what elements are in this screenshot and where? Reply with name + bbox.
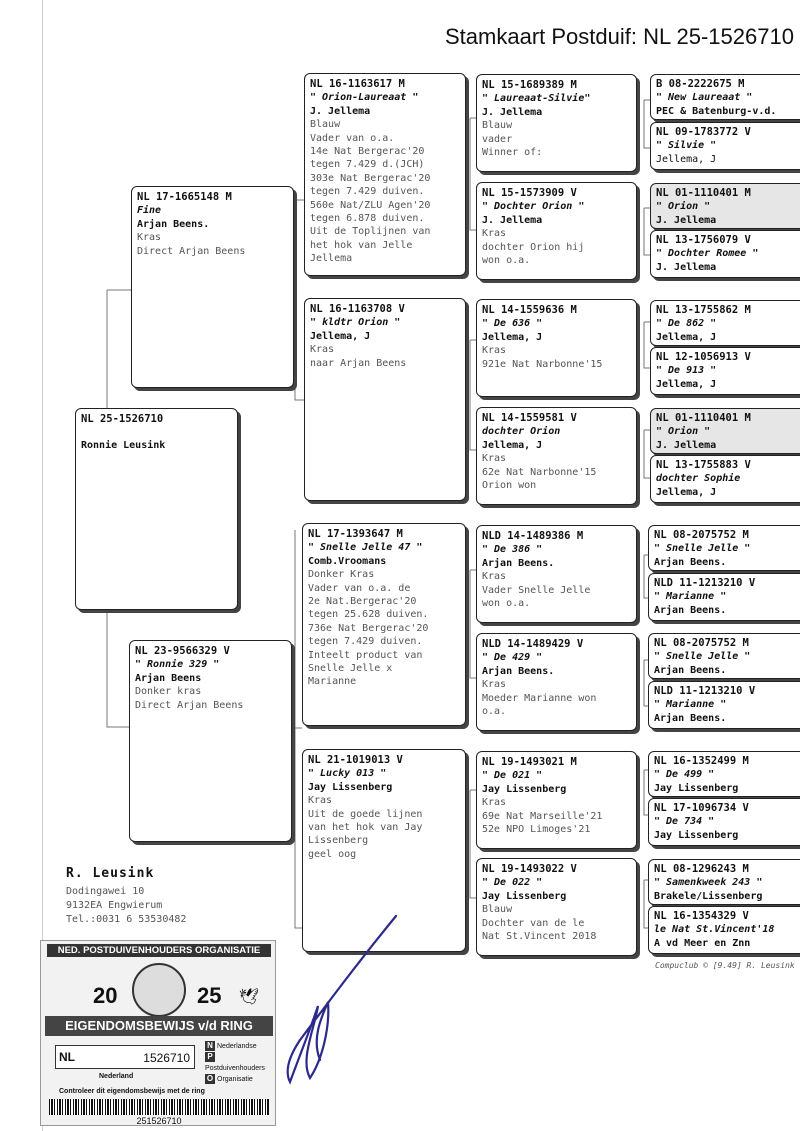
owner-name: Jay Lissenberg — [482, 890, 567, 902]
g4-card — [650, 347, 800, 395]
color: Kras — [482, 453, 507, 465]
pigeon-name: " Orion " — [656, 201, 711, 213]
owner-name: Arjan Beens. — [654, 712, 727, 724]
ring-number: NL 16-1354329 V — [654, 910, 749, 922]
owner-name: Brakele/Lissenberg — [654, 890, 763, 902]
grandsire-paternal-card — [304, 73, 466, 276]
ring-number: NL 13-1755862 M — [656, 304, 751, 316]
owner-name: J. Jellema — [656, 261, 717, 273]
ring-number: NL 17-1393647 M — [308, 528, 403, 540]
pigeon-name: " Orion " — [656, 426, 711, 438]
pigeon-name: Fine — [137, 205, 162, 217]
pigeon-name: " kldtr Orion " — [310, 317, 401, 329]
ring-number: NL 16-1352499 M — [654, 755, 749, 767]
g4-card — [650, 122, 800, 170]
note-line: Snelle Jelle x — [308, 663, 393, 675]
signature — [270, 910, 410, 1100]
g4-card — [648, 798, 800, 846]
note-line: won o.a. — [482, 255, 531, 267]
note-line: Lissenberg — [308, 835, 369, 847]
note-line: 303e Nat Bergerac'20 — [310, 172, 431, 184]
ggp-4-card — [476, 407, 637, 505]
npo-n: N Nederlandse — [205, 1041, 275, 1052]
lion-emblem-icon — [132, 963, 186, 1017]
owner-name: Jay Lissenberg — [654, 782, 739, 794]
pigeon-name: " Orion-Laureaat " — [310, 92, 419, 104]
control-text: Controleer dit eigendomsbewijs met de ring — [59, 1088, 205, 1095]
note-line: tegen 6.878 duiven. — [310, 213, 425, 225]
note-line: Vader Snelle Jelle — [482, 584, 591, 596]
g4-card — [648, 633, 800, 679]
pigeon-name: " Dochter Orion " — [482, 201, 585, 213]
owner-name: J. Jellema — [310, 105, 371, 117]
ring-number: NL 19-1493021 M — [482, 756, 577, 768]
ring-number: NL 01-1110401 M — [656, 187, 751, 199]
breeder-street: Dodingawei 10 — [66, 886, 145, 897]
ring-number: NL 17-1665148 M — [137, 191, 232, 203]
barcode-number: 251526710 — [136, 1116, 182, 1126]
note-line: Inteelt product van — [308, 649, 423, 661]
owner-name: Jellema, J — [656, 153, 717, 165]
npo-p: PPostduivenhouders — [205, 1052, 265, 1072]
g4-card — [648, 751, 800, 797]
ring-number: B 08-2222675 M — [656, 78, 745, 90]
granddam-paternal-card — [304, 298, 466, 501]
owner-name: Jay Lissenberg — [654, 829, 739, 841]
pigeon-name: " Snelle Jelle " — [654, 543, 751, 555]
note-line: 62e Nat Narbonne'15 — [482, 466, 597, 478]
color: Kras — [308, 795, 333, 807]
ring-number: NL 09-1783772 V — [656, 126, 751, 138]
ring-number: NL 16-1163617 M — [310, 78, 405, 90]
note-line: Direct Arjan Beens — [137, 245, 246, 257]
subject-card — [75, 408, 238, 610]
pigeon-name: " Ronnie 329 " — [135, 659, 220, 671]
pigeon-name: " Snelle Jelle 47 " — [308, 542, 423, 554]
g4-card — [650, 455, 800, 503]
pigeon-name: " Laureaat-Silvie" — [482, 93, 591, 105]
owner-name: Arjan Beens. — [654, 604, 727, 616]
note-line: Orion won — [482, 480, 537, 492]
ring-number: NL 14-1559581 V — [482, 412, 577, 424]
pigeon-name: " De 862 " — [656, 318, 717, 330]
ring-number: NL 23-9566329 V — [135, 645, 230, 657]
note-line: 921e Nat Narbonne'15 — [482, 358, 603, 370]
npo-n-text: Nederlandse — [217, 1043, 257, 1050]
note-line: Jellema — [310, 253, 353, 265]
pigeon-name: dochter Orion — [482, 426, 561, 438]
g4-card — [650, 230, 800, 278]
pigeon-name: " De 734 " — [654, 816, 715, 828]
ring-number: NL 15-1689389 M — [482, 79, 577, 91]
g4-card — [648, 681, 800, 729]
note-line: Moeder Marianne won — [482, 692, 597, 704]
ring-number: NLD 14-1489429 V — [482, 638, 584, 650]
breeder-address — [66, 867, 186, 927]
ring-number: NLD 11-1213210 V — [654, 685, 756, 697]
note-line: o.a. — [482, 706, 507, 718]
color: Kras — [482, 228, 507, 240]
owner-name: J. Jellema — [656, 214, 717, 226]
owner-name: Jellema, J — [482, 439, 543, 451]
note-line: dochter Orion hij — [482, 241, 585, 253]
breeder-phone: Tel.:0031 6 53530482 — [66, 914, 187, 925]
g4-card — [650, 74, 800, 120]
ring-number: NL 25-1526710 — [81, 413, 164, 425]
sire-card — [131, 186, 294, 388]
note-line: tegen 7.429 duiven. — [310, 186, 425, 198]
ring-number: NL 01-1110401 M — [656, 412, 751, 424]
owner-name: Arjan Beens. — [137, 218, 210, 230]
owner-name: Arjan Beens — [135, 672, 202, 684]
pigeon-name: " Dochter Romee " — [656, 248, 759, 260]
owner-name: Arjan Beens. — [482, 557, 555, 569]
ring-number: NL 21-1019013 V — [308, 754, 403, 766]
ggp-6-card — [476, 633, 637, 731]
note-line: tegen 7.429 duiven. — [308, 636, 423, 648]
ring-number: NL 13-1755883 V — [656, 459, 751, 471]
ring-number: NL 08-2075752 M — [654, 637, 749, 649]
organisation-banner: NED. POSTDUIVENHOUDERS ORGANISATIE — [47, 944, 271, 957]
grandsire-maternal-card — [302, 523, 466, 726]
note-line: het hok van Jelle — [310, 239, 413, 251]
color: Kras — [482, 571, 507, 583]
pigeon-name: le Nat St.Vincent'18 — [654, 924, 775, 936]
note-line: 69e Nat Marseille'21 — [482, 810, 603, 822]
ring-number: NL 14-1559636 M — [482, 304, 577, 316]
barcode — [49, 1099, 269, 1115]
owner-name: Jellema, J — [656, 486, 717, 498]
color: Kras — [310, 344, 335, 356]
note-line: Uit de Toplijnen van — [310, 226, 431, 238]
note-line: won o.a. — [482, 598, 531, 610]
ggp-5-card — [476, 525, 637, 623]
pigeon-name: " De 022 " — [482, 877, 543, 889]
ring-number: 1526710 — [143, 1051, 190, 1065]
year-right: 25 — [197, 983, 222, 1008]
g4-card — [650, 300, 800, 346]
color: Blauw — [310, 119, 341, 131]
note-line: tegen 7.429 d.(JCH) — [310, 159, 425, 171]
note-line: Vader van o.a. de — [308, 582, 411, 594]
note-line: Marianne — [308, 676, 357, 688]
pigeon-name: " De 021 " — [482, 770, 543, 782]
pigeon-name: " Snelle Jelle " — [654, 651, 751, 663]
ggp-2-card — [476, 182, 637, 280]
owner-name: Ronnie Leusink — [81, 440, 166, 452]
note-line: Dochter van de le — [482, 917, 585, 929]
color: Kras — [482, 797, 507, 809]
ggp-3-card — [476, 299, 637, 397]
npo-legend — [205, 1041, 275, 1085]
pigeon-name: " New Laureaat " — [656, 92, 753, 104]
color: Blauw — [482, 904, 513, 916]
g4-card — [648, 906, 800, 954]
page-title: Stamkaart Postduif: NL 25-1526710 — [445, 24, 794, 49]
pigeon-name: " De 429 " — [482, 652, 543, 664]
color: Blauw — [482, 120, 513, 132]
ring-number: NLD 14-1489386 M — [482, 530, 584, 542]
ring-number: NL 08-2075752 M — [654, 529, 749, 541]
npo-p-text: Postduivenhouders — [205, 1065, 265, 1072]
breeder-city: 9132EA Engwierum — [66, 900, 163, 911]
owner-name: Jellema, J — [310, 330, 371, 342]
note-line: van het hok van Jay — [308, 822, 423, 834]
owner-name: Jellema, J — [482, 331, 543, 343]
pigeon-name: " Silvie " — [656, 140, 717, 152]
npo-o-text: Organisatie — [217, 1076, 253, 1083]
pigeon-name: " Marianne " — [654, 591, 727, 603]
owner-name: A vd Meer en Znn — [654, 937, 751, 949]
note-line: naar Arjan Beens — [310, 357, 407, 369]
note-line: tegen 25.628 duiven. — [308, 609, 429, 621]
g4-card — [650, 183, 800, 229]
note-line: vader — [482, 133, 513, 145]
owner-name: Arjan Beens. — [654, 556, 727, 568]
dam-card — [129, 640, 292, 842]
npo-o: O Organisatie — [206, 1074, 253, 1083]
note-line: Nat St.Vincent 2018 — [482, 931, 597, 943]
owner-name: Jellema, J — [656, 331, 717, 343]
owner-name: J. Jellema — [482, 214, 543, 226]
note-line: Uit de goede lijnen — [308, 808, 423, 820]
note-line: Winner of: — [482, 147, 543, 159]
note-line: 52e NPO Limoges'21 — [482, 824, 591, 836]
ring-number: NL 15-1573909 V — [482, 187, 577, 199]
breeder-name: R. Leusink — [66, 866, 155, 881]
owner-name: Comb.Vroomans — [308, 555, 387, 567]
color: Donker Kras — [308, 569, 375, 581]
pigeon-name: " De 499 " — [654, 769, 715, 781]
ggp-8-card — [476, 858, 637, 956]
owner-name: J. Jellema — [482, 106, 543, 118]
software-footer: Compuclub © [9.49] R. Leusink — [655, 961, 795, 970]
note-line: geel oog — [308, 848, 357, 860]
owner-name: Jay Lissenberg — [308, 781, 393, 793]
g4-card — [650, 408, 800, 454]
pigeon-name: " De 913 " — [656, 365, 717, 377]
ring-number-box — [55, 1045, 195, 1069]
ownership-certificate — [40, 940, 276, 1126]
pigeon-name: " De 636 " — [482, 318, 543, 330]
owner-name: J. Jellema — [656, 439, 717, 451]
country-label: Nederland — [99, 1073, 134, 1080]
pigeon-icon: 🕊 — [239, 987, 260, 1006]
owner-name: Arjan Beens. — [482, 665, 555, 677]
g4-card — [648, 573, 800, 621]
pigeon-name: " Samenkweek 243 " — [654, 877, 763, 889]
note-line: 560e Nat/ZLU Agen'20 — [310, 199, 431, 211]
ring-number: NL 08-1296243 M — [654, 863, 749, 875]
note-line: Vader van o.a. — [310, 132, 395, 144]
owner-name: Jay Lissenberg — [482, 783, 567, 795]
ring-number: NLD 11-1213210 V — [654, 577, 756, 589]
note-line: Direct Arjan Beens — [135, 699, 244, 711]
pigeon-name: " Marianne " — [654, 699, 727, 711]
ggp-1-card — [476, 74, 637, 172]
ring-number: NL 13-1756079 V — [656, 234, 751, 246]
ring-number: NL 19-1493022 V — [482, 863, 577, 875]
note-line: 736e Nat Bergerac'20 — [308, 622, 429, 634]
owner-name: Jellema, J — [656, 378, 717, 390]
g4-card — [648, 859, 800, 905]
ggp-7-card — [476, 751, 637, 849]
color: Kras — [137, 232, 162, 244]
owner-name: PEC & Batenburg-v.d. — [656, 105, 777, 117]
note-line: 14e Nat Bergerac'20 — [310, 146, 425, 158]
g4-card — [648, 525, 800, 571]
owner-name: Arjan Beens. — [654, 664, 727, 676]
color: Kras — [482, 345, 507, 357]
color: Kras — [482, 679, 507, 691]
ring-number: NL 17-1096734 V — [654, 802, 749, 814]
ring-number: NL 12-1056913 V — [656, 351, 751, 363]
note-line: 2e Nat.Bergerac'20 — [308, 596, 417, 608]
pigeon-name: dochter Sophie — [656, 473, 741, 485]
pigeon-name: " De 386 " — [482, 544, 543, 556]
certificate-title: EIGENDOMSBEWIJS v/d RING — [45, 1016, 273, 1036]
pigeon-name: " Lucky 013 " — [308, 768, 387, 780]
country-code: NL — [59, 1050, 75, 1064]
ring-number: NL 16-1163708 V — [310, 303, 405, 315]
year-left: 20 — [93, 983, 118, 1008]
color: Donker kras — [135, 686, 202, 698]
